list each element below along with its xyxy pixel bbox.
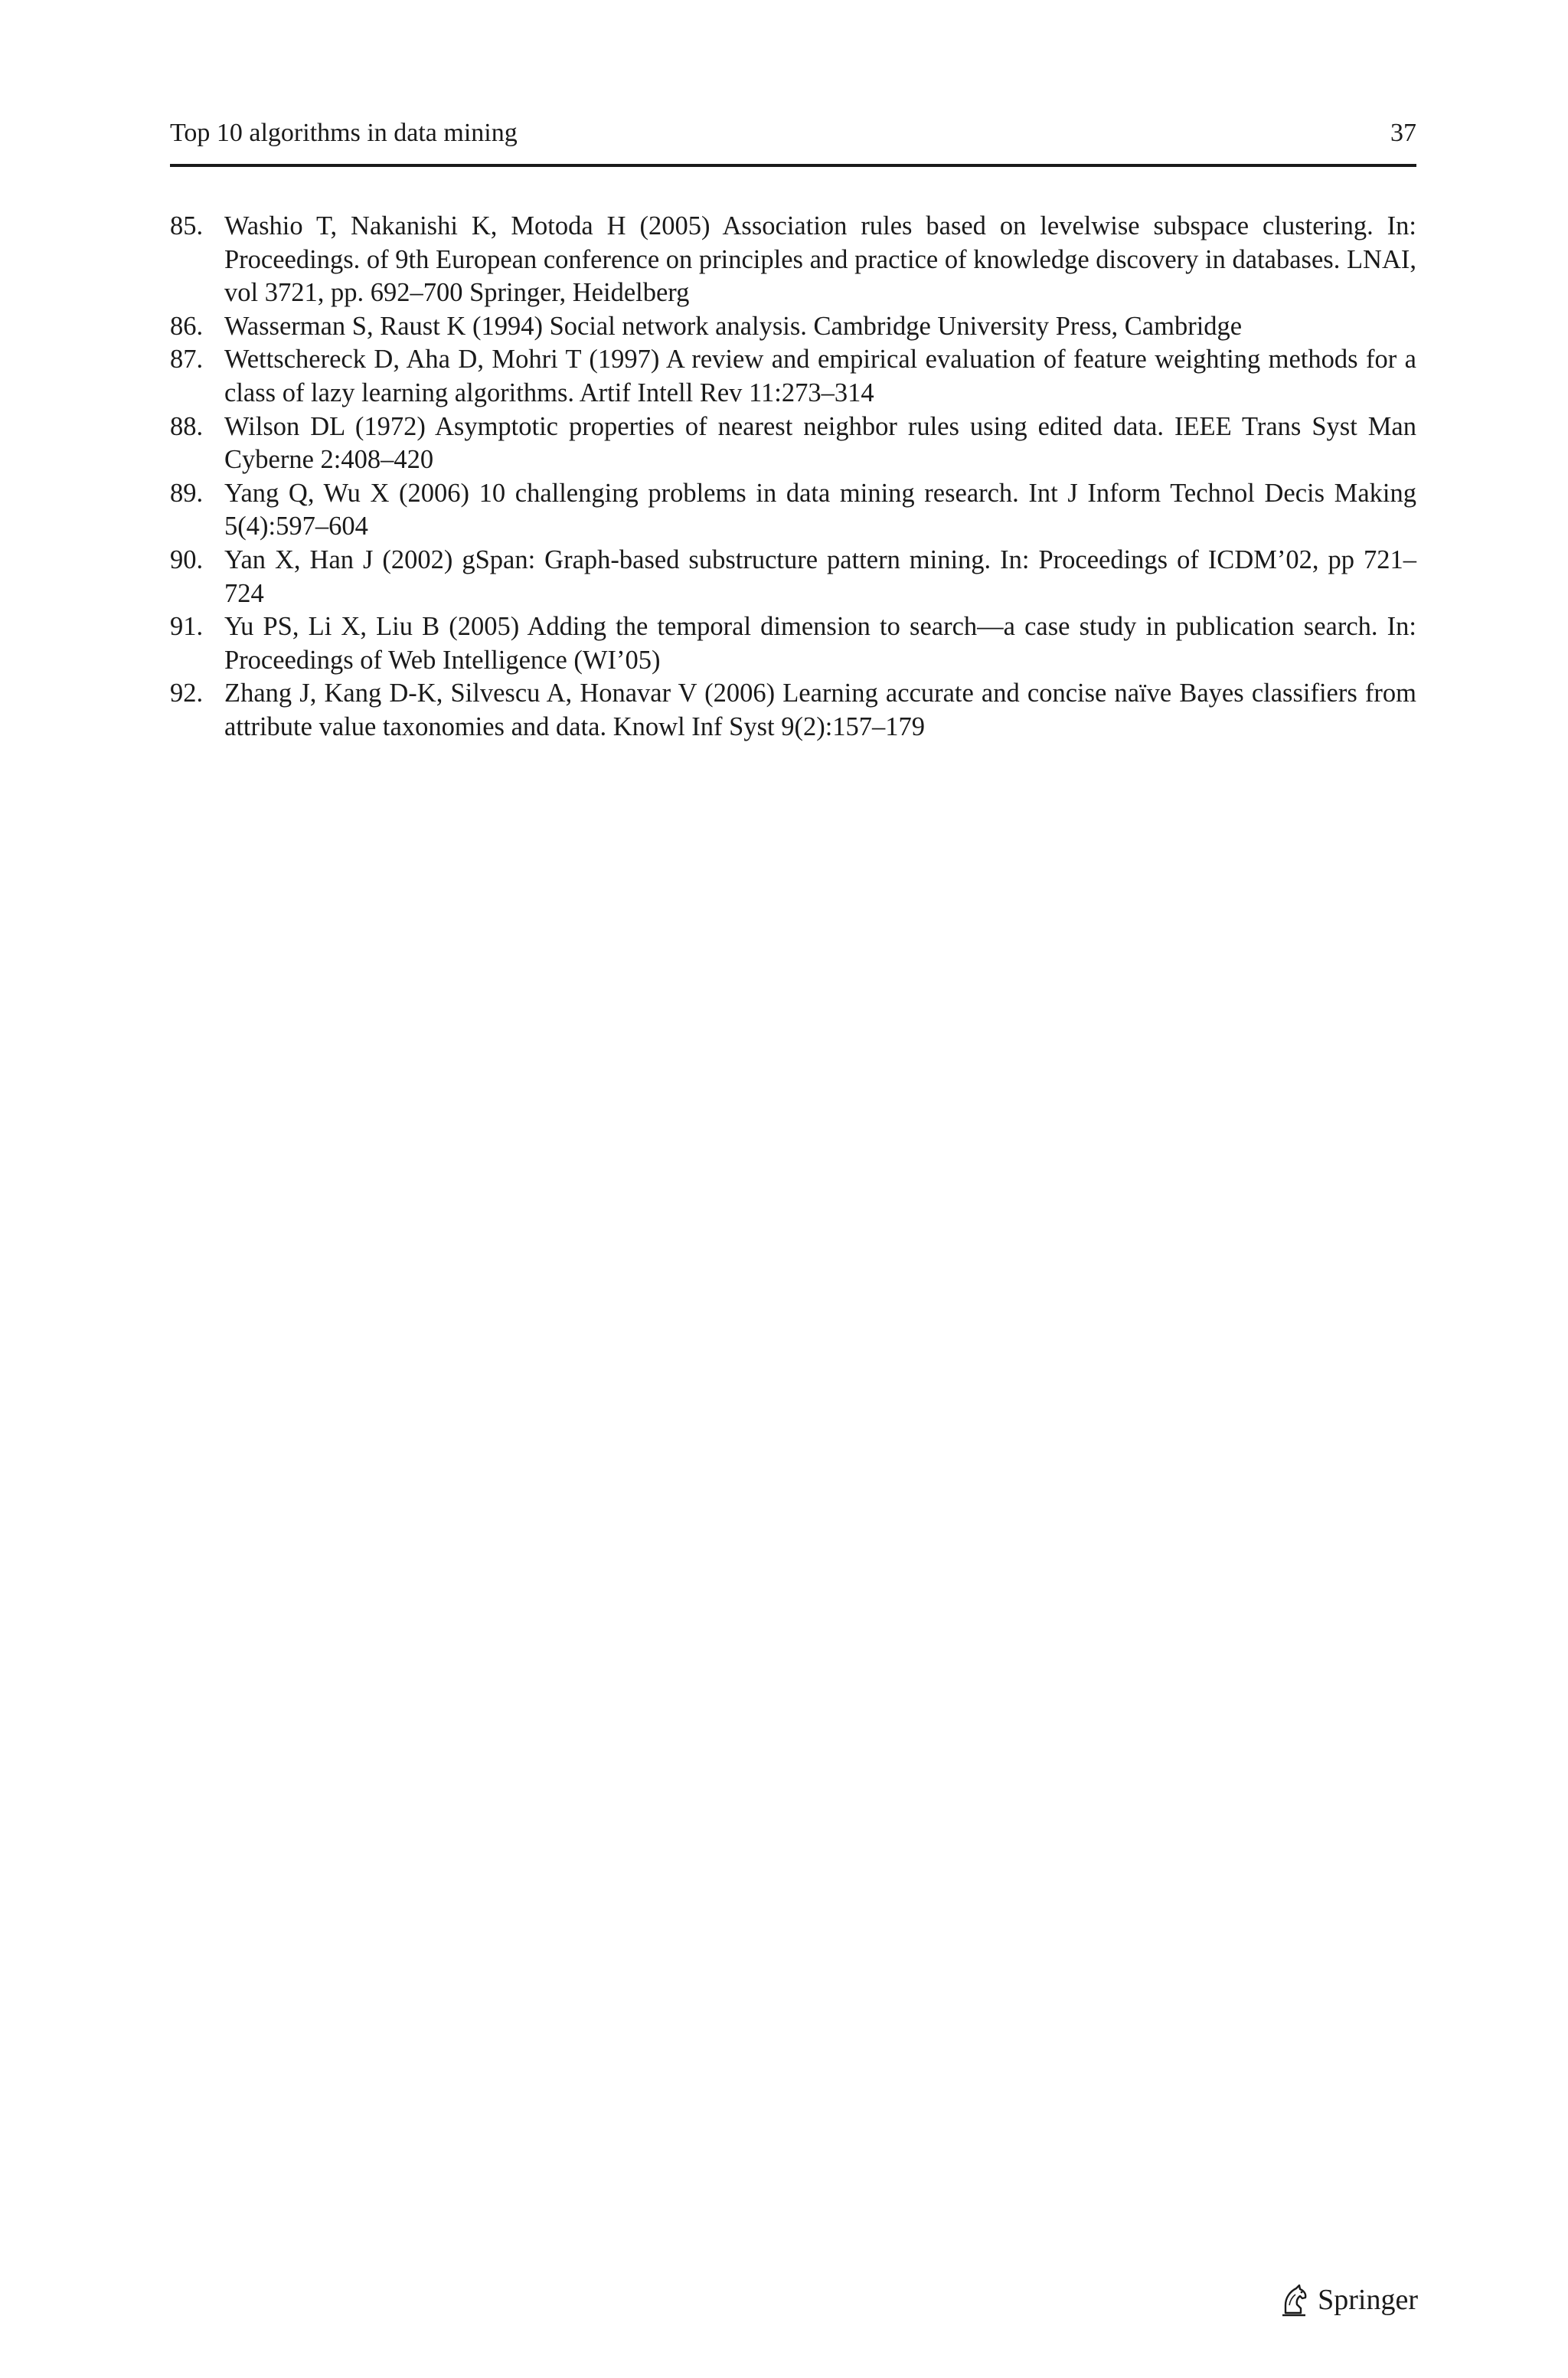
- publisher-mark: [1265, 2281, 1418, 2319]
- reference-item: [170, 610, 1416, 677]
- reference-item: [170, 477, 1416, 544]
- reference-text: Zhang J, Kang D-K, Silvescu A, Honavar V (2006) Learning accurate and concise naïve Bayes classifiers from attribute value taxonomies and data. Knowl Inf Syst 9(2):157–179: [224, 679, 1416, 741]
- reference-text: Washio T, Nakanishi K, Motoda H (2005) Association rules based on levelwise subspace clustering. In: Proceedings. of 9th European conference on principles and practice of knowledge discovery in databases. LNAI, vol 3721, pp. 692–700 Springer, Heidelberg: [224, 211, 1416, 308]
- reference-item: [170, 310, 1416, 344]
- reference-number: 88.: [170, 411, 204, 441]
- reference-number: 86.: [170, 311, 204, 341]
- reference-number: 87.: [170, 345, 204, 375]
- reference-list: [170, 210, 1416, 744]
- running-head: [170, 115, 1416, 167]
- page-number: 37: [1390, 119, 1416, 147]
- reference-text: Yan X, Han J (2002) gSpan: Graph-based substructure pattern mining. In: Proceedings of ICDM’02, pp 721–724: [224, 545, 1416, 608]
- reference-item: [170, 677, 1416, 744]
- reference-text: Wettschereck D, Aha D, Mohri T (1997) A review and empirical evaluation of feature weighting methods for a class of lazy learning algorithms. Artif Intell Rev 11:273–314: [224, 345, 1416, 407]
- reference-item: [170, 343, 1416, 410]
- springer-horse-logo-icon: [1279, 2282, 1312, 2317]
- reference-text: Wasserman S, Raust K (1994) Social network analysis. Cambridge University Press, Cambridge: [224, 311, 1243, 341]
- reference-number: 91.: [170, 612, 204, 642]
- reference-item: [170, 210, 1416, 310]
- reference-text: Wilson DL (1972) Asymptotic properties of nearest neighbor rules using edited data. IEEE Trans Syst Man Cyberne 2:408–420: [224, 411, 1416, 475]
- reference-number: 90.: [170, 545, 204, 574]
- reference-number: 89.: [170, 478, 204, 508]
- reference-item: [170, 544, 1416, 610]
- reference-number: 92.: [170, 679, 204, 708]
- running-title: Top 10 algorithms in data mining: [170, 119, 518, 147]
- reference-item: [170, 411, 1416, 477]
- reference-text: Yang Q, Wu X (2006) 10 challenging problems in data mining research. Int J Inform Technol Decis Making 5(4):597–604: [224, 478, 1416, 541]
- publisher-name: Springer: [1318, 2284, 1418, 2316]
- reference-number: 85.: [170, 211, 204, 240]
- reference-text: Yu PS, Li X, Liu B (2005) Adding the temporal dimension to search—a case study in publication search. In: Proceedings of Web Intelligence (WI’05): [224, 612, 1416, 675]
